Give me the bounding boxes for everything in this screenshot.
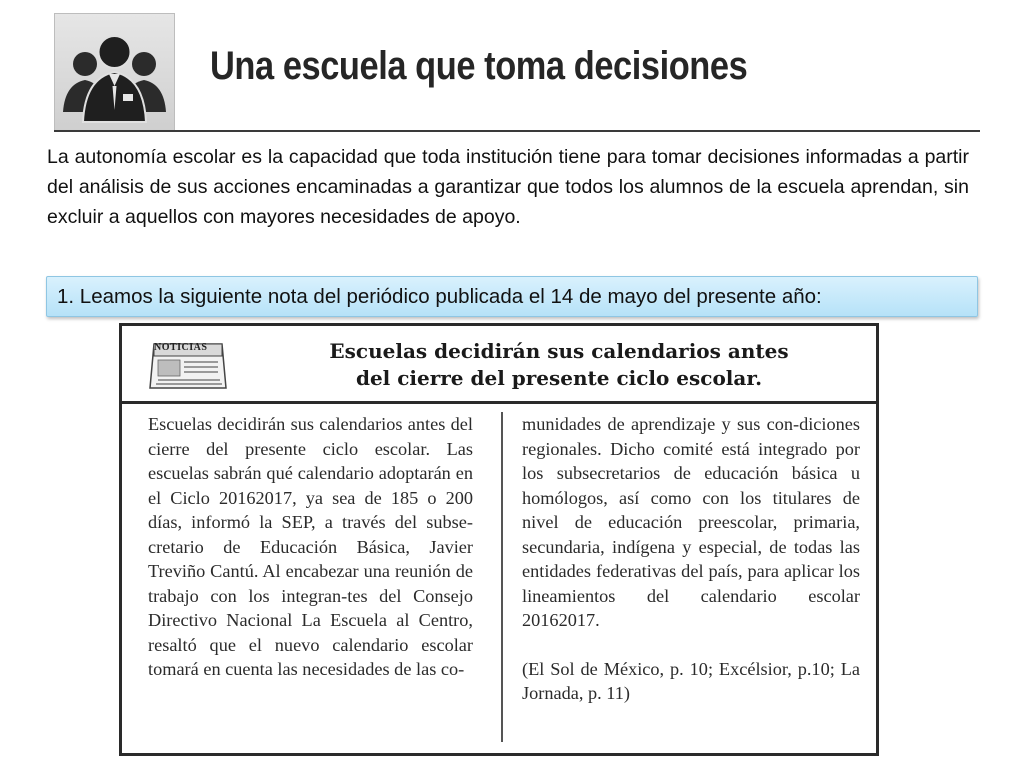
title-divider [54, 130, 980, 132]
article-right-text: munidades de aprendizaje y sus con-diciones regionales. Dicho comité está integrado por los subsecretarios de educación básica u homólogos, así como con los titulares de nivel de educación preescolar, primaria, secundaria, indígena y especial, de todas las entidades federativas del país, para aplicar los lineamientos del calendario escolar 20162017. [522, 414, 860, 630]
headline-line-2: del cierre del presente ciclo escolar. [355, 366, 763, 390]
article-column-left [148, 412, 473, 682]
header-icon-panel [54, 13, 175, 132]
group-people-icon [55, 14, 174, 131]
article-left-text: Escuelas decidirán sus calendarios antes del cierre del presente ciclo escolar. Las escuelas sabrán qué calendario adoptarán en el Ciclo 20162017, ya sea de 185 o 200 días, informó la SEP, a través del subse-cretario de Educación Básica, Javier Treviño Cantú. Al encabezar una reunión de trabajo con los integran-tes del Consejo Directivo Nacional La Escuela al Centro, resaltó que el nuevo calendario escolar tomará en cuenta las necesidades de las co- [148, 414, 473, 679]
article-column-right [522, 412, 860, 706]
page-title: Una escuela que toma decisiones [210, 44, 748, 88]
intro-paragraph: La autonomía escolar es la capacidad que toda institución tiene para tomar decisiones informadas a partir del análisis de sus acciones encaminadas a garantizar que todos los alumnos de la escuela aprendan, sin excluir a aquellos con mayores necesidades de apoyo. [47, 146, 969, 228]
clipping-headline [274, 338, 844, 392]
headline-line-1: Escuelas decidirán sus calendarios antes [329, 339, 789, 363]
column-divider [501, 412, 503, 742]
clipping-header [122, 326, 876, 401]
task-callout [46, 276, 978, 317]
newspaper-clipping [119, 323, 879, 756]
clipping-divider [122, 401, 876, 404]
news-badge [148, 340, 228, 392]
article-sources: (El Sol de México, p. 10; Excélsior, p.10; La Jornada, p. 11) [522, 658, 860, 703]
task-text: 1. Leamos la siguiente nota del periódico publicada el 14 de mayo del presente año: [57, 285, 822, 308]
news-badge-label: NOTICIAS [154, 342, 208, 353]
